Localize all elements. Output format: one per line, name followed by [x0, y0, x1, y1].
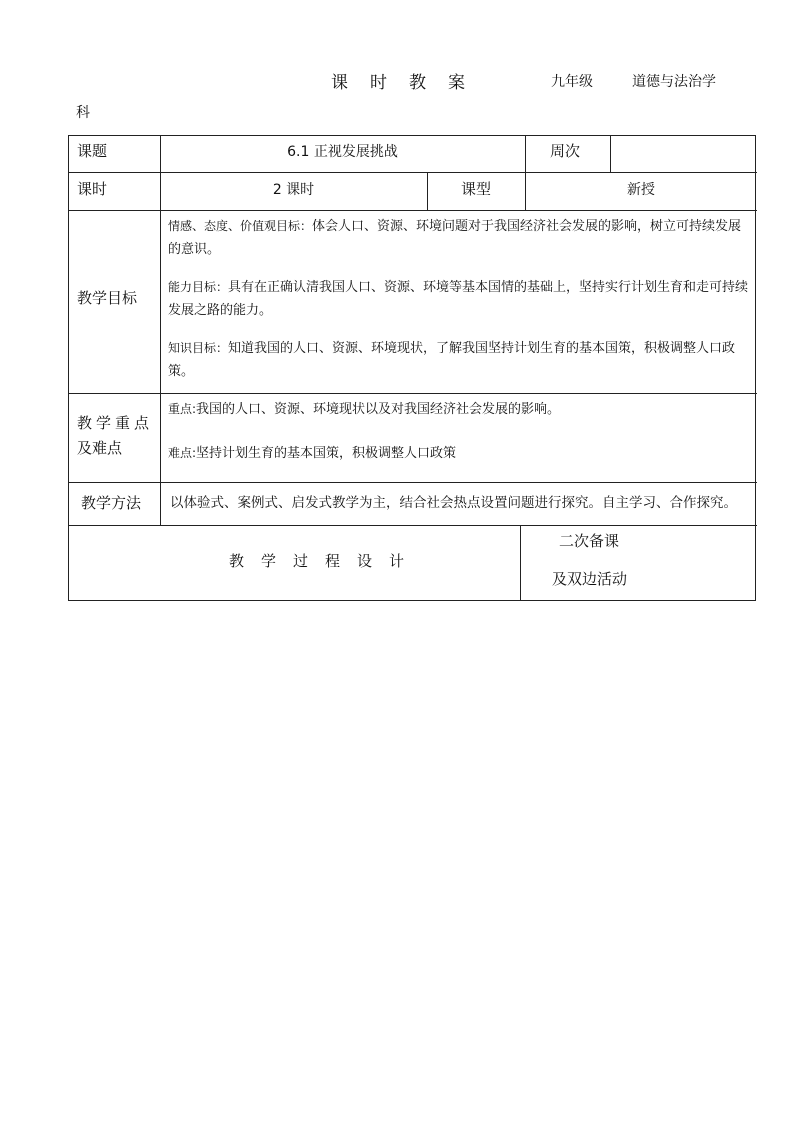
- method-label: 教学方法: [81, 494, 142, 512]
- goal-text: 知道我国的人口、资源、环境现状，了解我国坚持计划生育的基本国策，积极调整人口政策。: [168, 341, 736, 379]
- goal-ability: [168, 276, 752, 322]
- hard-point: [168, 442, 752, 465]
- keypoints-label-line2: 及难点: [77, 439, 123, 457]
- topic-value: 6.1 正视发展挑战: [287, 144, 398, 160]
- page-title: 课时教案: [331, 73, 487, 93]
- goal-emotion: [168, 215, 752, 261]
- key-text: 我国的人口、资源、环境现状以及对我国经济社会发展的影响。: [196, 402, 561, 417]
- table-divider: [610, 136, 611, 172]
- table-divider: [69, 210, 757, 211]
- week-label: 周次: [550, 142, 581, 160]
- keypoints-label-line1: 教学重点: [77, 414, 154, 432]
- table-divider: [520, 525, 521, 601]
- second-prep-label-line1: 二次备课: [559, 532, 620, 550]
- goal-knowledge: [168, 337, 752, 383]
- key-prefix: 重点:: [168, 402, 197, 416]
- hard-text: 坚持计划生育的基本国策，积极调整人口政策: [196, 446, 457, 461]
- key-point: [168, 398, 752, 421]
- hours-value: 2 课时: [272, 182, 315, 198]
- subject-label-tail: 科: [76, 105, 90, 121]
- table-divider: [69, 525, 757, 526]
- lesson-plan-table: [68, 135, 756, 601]
- table-divider: [69, 393, 757, 394]
- topic-label: 课题: [77, 142, 108, 160]
- goals-label: 教学目标: [77, 289, 138, 307]
- hours-label: 课时: [77, 180, 108, 198]
- goal-text: 体会人口、资源、环境问题对于我国经济社会发展的影响，树立可持续发展的意识。: [168, 219, 742, 257]
- grade-label: 九年级: [551, 74, 593, 90]
- method-text: 以体验式、案例式、启发式教学为主，结合社会热点设置问题进行探究。自主学习、合作探究。: [170, 495, 737, 511]
- table-divider: [69, 482, 757, 483]
- process-design-label: 教学过程设计: [229, 552, 422, 570]
- goal-prefix: 知识目标：: [168, 341, 229, 355]
- second-prep-label-line2: 及双边活动: [552, 570, 628, 588]
- goal-text: 具有在正确认清我国人口、资源、环境等基本国情的基础上，坚持实行计划生育和走可持续发展之路的能力。: [168, 280, 749, 318]
- table-divider: [69, 172, 757, 173]
- hard-prefix: 难点:: [168, 446, 197, 460]
- type-value: 新授: [627, 182, 655, 198]
- goal-prefix: 情感、态度、价值观目标：: [168, 219, 313, 233]
- type-label: 课型: [460, 180, 491, 198]
- goal-prefix: 能力目标：: [168, 280, 229, 294]
- subject-label: 道德与法治学: [632, 74, 716, 90]
